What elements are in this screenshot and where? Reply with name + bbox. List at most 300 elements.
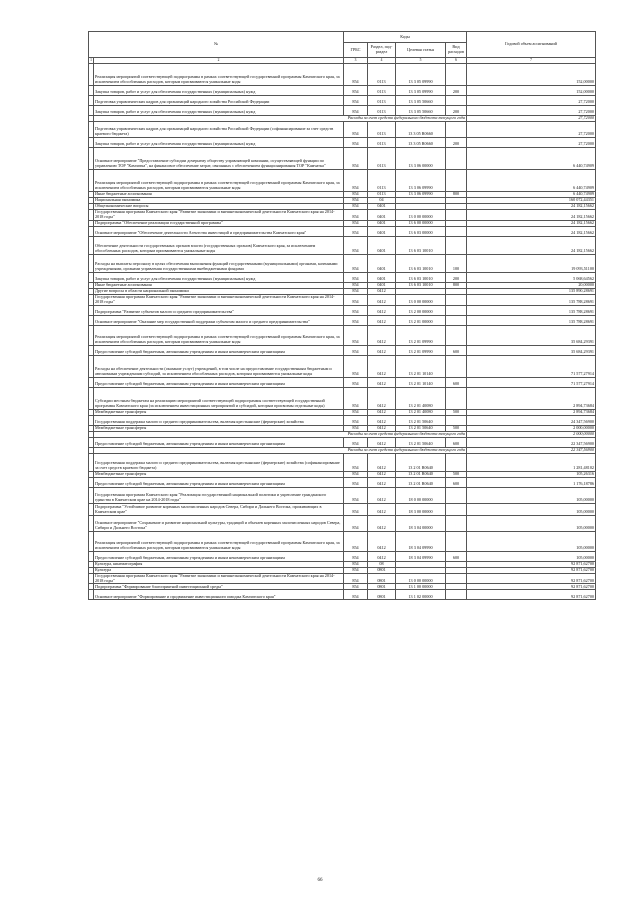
table-row bbox=[89, 590, 596, 600]
item-name: Культура bbox=[94, 567, 344, 573]
target-article-code: 18 3 00 00000 bbox=[396, 503, 446, 515]
item-name: Закупка товаров, работ и услуг для обеспечения государственных (муниципальных) нужд bbox=[94, 106, 344, 116]
razdel-code: 0401 bbox=[368, 210, 396, 221]
grbs-code: 854 bbox=[344, 236, 368, 254]
amount-cell: 27,72000 bbox=[467, 138, 596, 148]
table-row bbox=[89, 387, 596, 409]
razdel-code: 0412 bbox=[368, 487, 396, 503]
razdel-code: 0412 bbox=[368, 437, 396, 447]
target-article-code: 13 2 01 10140 bbox=[396, 377, 446, 387]
amount-cell: 152,00000 bbox=[467, 64, 596, 86]
item-name: Государственная программа Камчатского края "Развитие экономики и внешнеэкономической деятельности Камчатского края на 2014-2018 годы" bbox=[94, 210, 344, 221]
table-row bbox=[89, 96, 596, 106]
expense-type-code bbox=[446, 294, 467, 305]
item-name: Другие вопросы в области национальной экономики bbox=[94, 288, 344, 294]
table-row bbox=[89, 453, 596, 471]
grbs-code: 854 bbox=[344, 220, 368, 226]
table-row bbox=[89, 503, 596, 515]
table-row bbox=[89, 551, 596, 561]
amount-cell: 24 182,15662 bbox=[467, 210, 596, 221]
item-name: Подпрограмма "Устойчивое развитие коренных малочисленных народов Севера, Сибири и Дальнего Востока, проживающих в Камчатском крае" bbox=[94, 503, 344, 515]
expense-type-code: 200 bbox=[446, 138, 467, 148]
item-name: Реализация мероприятий соответствующей подпрограммы в рамках соответствующей государственной программы Камчатского края, за исключением обособленных расходов, которым присваиваются уникальные коды bbox=[94, 531, 344, 551]
razdel-code: 0412 bbox=[368, 288, 396, 294]
item-name: Государственная программа Камчатского края "Развитие экономики и внешнеэкономической деятельности Камчатского края на 2014-2018 годы" bbox=[94, 294, 344, 305]
expense-type-code bbox=[446, 453, 467, 471]
item-name: Подпрограмма "Формирование благоприятной инвестиционной среды" bbox=[94, 584, 344, 590]
table-row bbox=[89, 106, 596, 116]
target-article-code: 13 2 01 00000 bbox=[396, 315, 446, 325]
target-article-code: 13 2 01 50640 bbox=[396, 437, 446, 447]
amount-cell: 152,00000 bbox=[467, 86, 596, 96]
razdel-code: 0113 bbox=[368, 192, 396, 198]
target-article-code: 13 1 00 00000 bbox=[396, 584, 446, 590]
target-article-code: 13 0 00 00000 bbox=[396, 210, 446, 221]
table-row bbox=[89, 236, 596, 254]
target-article-code: 13 3 06 09990 bbox=[396, 170, 446, 192]
razdel-code: 0412 bbox=[368, 503, 396, 515]
target-article-code: 13 2 01 R0640 bbox=[396, 471, 446, 477]
grbs-code: 854 bbox=[344, 409, 368, 415]
target-article-code: 13 6 03 10010 bbox=[396, 236, 446, 254]
header-grbs: ГРБС bbox=[344, 43, 368, 58]
item-name: Государственная поддержка малого и среднего предпринимательства, включая крестьянские (фермерские) хозяйства bbox=[94, 415, 344, 425]
expense-type-code bbox=[446, 387, 467, 409]
amount-cell: 22 347,56900 bbox=[467, 447, 596, 453]
item-name: Межбюджетные трансферты bbox=[94, 409, 344, 415]
amount-cell: 6 440,74909 bbox=[467, 170, 596, 192]
amount-cell: 105,26316 bbox=[467, 471, 596, 477]
target-article-code: 13 2 01 40080 bbox=[396, 387, 446, 409]
target-article-code: 13 3 06 09990 bbox=[396, 192, 446, 198]
expense-type-code: 200 bbox=[446, 106, 467, 116]
amount-cell: 105,00000 bbox=[467, 487, 596, 503]
target-article-code: 13 3 05 R0660 bbox=[396, 122, 446, 138]
note-text: Расходы за счет средств федерального бюджета текущего года bbox=[94, 431, 467, 437]
amount-cell: 92 871,62700 bbox=[467, 561, 596, 567]
grbs-code: 854 bbox=[344, 487, 368, 503]
table-row bbox=[89, 226, 596, 236]
amount-cell: 105,00000 bbox=[467, 515, 596, 531]
expense-type-code bbox=[446, 503, 467, 515]
amount-cell: 2 000,00000 bbox=[467, 431, 596, 437]
item-name: Закупка товаров, работ и услуг для обеспечения государственных (муниципальных) нужд bbox=[94, 86, 344, 96]
column-number: 2 bbox=[94, 58, 344, 64]
target-article-code: 18 3 04 09990 bbox=[396, 531, 446, 551]
item-name: Реализация мероприятий соответствующей подпрограммы в рамках соответствующей государственной программы Камчатского края, за исключением обособленных расходов, которым присваиваются уникальные коды bbox=[94, 170, 344, 192]
grbs-code: 854 bbox=[344, 198, 368, 204]
item-name: Общеэкономические вопросы bbox=[94, 204, 344, 210]
item-name: Реализация мероприятий соответствующей подпрограммы в рамках соответствующей государственной программы Камчатского края, за исключением обособленных расходов, которым присваиваются уникальные коды bbox=[94, 64, 344, 86]
target-article-code: 13 6 03 10010 bbox=[396, 272, 446, 282]
amount-cell: 20,00000 bbox=[467, 282, 596, 288]
grbs-code: 854 bbox=[344, 138, 368, 148]
expense-type-code bbox=[446, 305, 467, 315]
expense-type-code bbox=[446, 315, 467, 325]
razdel-code: 0412 bbox=[368, 425, 396, 431]
item-name: Расходы на выплаты персоналу в целях обеспечения выполнения функций государственными (муниципальными) органами, казенными учреждениями, органами управления государственными внебюджетными фондами bbox=[94, 254, 344, 272]
target-article-code: 13 2 01 R0640 bbox=[396, 477, 446, 487]
item-name: Основное мероприятие "Предоставление субсидии дочернему обществу управляющей компании, осуществляющей функции по управлению ТОР "Камчатка", на финансовое обеспечение затрат, связанных с обеспечением функционирования ТОР "Камчатка" bbox=[94, 148, 344, 170]
razdel-code: 0412 bbox=[368, 345, 396, 355]
grbs-code: 854 bbox=[344, 515, 368, 531]
target-article-code: 13 3 06 00000 bbox=[396, 148, 446, 170]
razdel-code: 0412 bbox=[368, 477, 396, 487]
razdel-code: 0412 bbox=[368, 325, 396, 345]
target-article-code: 13 3 05 09990 bbox=[396, 64, 446, 86]
grbs-code: 854 bbox=[344, 425, 368, 431]
razdel-code: 0412 bbox=[368, 387, 396, 409]
target-article-code: 13 6 00 00000 bbox=[396, 220, 446, 226]
column-number: 3 bbox=[344, 58, 368, 64]
table-row bbox=[89, 355, 596, 377]
grbs-code: 854 bbox=[344, 96, 368, 106]
razdel-code: 0113 bbox=[368, 106, 396, 116]
amount-cell: 2 000,00000 bbox=[467, 425, 596, 431]
amount-cell: 71 577,27914 bbox=[467, 377, 596, 387]
item-name: Национальная экономика bbox=[94, 198, 344, 204]
amount-cell: 135 788,28691 bbox=[467, 305, 596, 315]
item-name: Государственная программа Камчатского края "Реализация государственной национальной политики и укрепление гражданского единства в Камчатском крае на 2014-2018 годы" bbox=[94, 487, 344, 503]
grbs-code: 854 bbox=[344, 584, 368, 590]
item-name: Иные бюджетные ассигнования bbox=[94, 192, 344, 198]
amount-cell: 27,72000 bbox=[467, 122, 596, 138]
amount-cell: 2 894,73684 bbox=[467, 409, 596, 415]
razdel-code: 04 bbox=[368, 198, 396, 204]
expense-type-code bbox=[446, 96, 467, 106]
note-text: Расходы за счет средств федерального бюджета текущего года bbox=[94, 447, 467, 453]
amount-cell: 92 871,62700 bbox=[467, 567, 596, 573]
table-row bbox=[89, 477, 596, 487]
grbs-code: 854 bbox=[344, 590, 368, 600]
grbs-code: 854 bbox=[344, 86, 368, 96]
razdel-code: 0801 bbox=[368, 590, 396, 600]
expense-type-code: 500 bbox=[446, 425, 467, 431]
amount-cell: 105,00000 bbox=[467, 503, 596, 515]
target-article-code: 13 2 01 10140 bbox=[396, 355, 446, 377]
razdel-code: 0801 bbox=[368, 573, 396, 584]
expense-type-code: 800 bbox=[446, 192, 467, 198]
razdel-code: 0401 bbox=[368, 226, 396, 236]
table-row bbox=[89, 573, 596, 584]
amount-cell: 105,00000 bbox=[467, 551, 596, 561]
table-row bbox=[89, 325, 596, 345]
amount-cell: 24 182,15662 bbox=[467, 236, 596, 254]
amount-cell: 71 577,27914 bbox=[467, 355, 596, 377]
grbs-code: 854 bbox=[344, 288, 368, 294]
razdel-code: 0412 bbox=[368, 315, 396, 325]
target-article-code: 13 2 01 40080 bbox=[396, 409, 446, 415]
target-article-code: 13 6 03 10010 bbox=[396, 282, 446, 288]
grbs-code: 854 bbox=[344, 192, 368, 198]
grbs-code: 854 bbox=[344, 305, 368, 315]
target-article-code: 18 0 00 00000 bbox=[396, 487, 446, 503]
grbs-code: 854 bbox=[344, 387, 368, 409]
grbs-code: 854 bbox=[344, 377, 368, 387]
target-article-code: 18 3 04 09990 bbox=[396, 551, 446, 561]
amount-cell: 6 440,74909 bbox=[467, 148, 596, 170]
target-article-code: 13 2 01 R0640 bbox=[396, 453, 446, 471]
item-name: Расходы на обеспечение деятельности (оказание услуг) учреждений, в том числе на предоставление государственным бюджетным и автономным учреждениям субсидий, за исключением обособленных расходов, которым присваиваются уникальные коды bbox=[94, 355, 344, 377]
grbs-code: 854 bbox=[344, 415, 368, 425]
item-name: Обеспечение деятельности государственных органов власти (государственных органов) Камчатского края, за исключением обособленных расходов, которым присваиваются уникальные коды bbox=[94, 236, 344, 254]
expense-type-code: 600 bbox=[446, 345, 467, 355]
expense-type-code bbox=[446, 415, 467, 425]
table-row bbox=[89, 315, 596, 325]
header-codes: Коды bbox=[344, 32, 467, 43]
razdel-code: 0412 bbox=[368, 471, 396, 477]
table-row bbox=[89, 148, 596, 170]
amount-cell: 92 871,62700 bbox=[467, 584, 596, 590]
table-row bbox=[89, 64, 596, 86]
target-article-code: 13 2 00 00000 bbox=[396, 305, 446, 315]
amount-cell: 35 684,29391 bbox=[467, 325, 596, 345]
item-name: Подготовка управленческих кадров для организаций народного хозяйства Российской Федерации (софинансирование за счет средств краевого бюджета) bbox=[94, 122, 344, 138]
grbs-code: 854 bbox=[344, 355, 368, 377]
target-article-code: 13 1 02 00000 bbox=[396, 590, 446, 600]
amount-cell: 6 440,74909 bbox=[467, 192, 596, 198]
target-article-code: 18 3 04 00000 bbox=[396, 515, 446, 531]
item-name: Подготовка управленческих кадров для организаций народного хозяйства Российской Федерации bbox=[94, 96, 344, 106]
table-row bbox=[89, 122, 596, 138]
amount-cell: 135 890,28691 bbox=[467, 288, 596, 294]
target-article-code: 13 3 05 50660 bbox=[396, 96, 446, 106]
grbs-code: 854 bbox=[344, 503, 368, 515]
item-name: Предоставление субсидий бюджетным, автономным учреждениям и иным некоммерческим организациям bbox=[94, 437, 344, 447]
amount-cell: 5 068,64562 bbox=[467, 272, 596, 282]
expense-type-code bbox=[446, 226, 467, 236]
item-name: Основное мероприятие "Формирование и продвижение инвестиционного имиджа Камчатского края" bbox=[94, 590, 344, 600]
amount-cell: 27,72000 bbox=[467, 116, 596, 122]
grbs-code: 854 bbox=[344, 551, 368, 561]
expense-type-code: 800 bbox=[446, 282, 467, 288]
item-name: Предоставление субсидий бюджетным, автономным учреждениям и иным некоммерческим организациям bbox=[94, 377, 344, 387]
note-text: Расходы за счет средств федерального бюджета текущего года bbox=[94, 116, 467, 122]
table-row bbox=[89, 294, 596, 305]
table-row bbox=[89, 531, 596, 551]
target-article-code: 13 2 01 09990 bbox=[396, 325, 446, 345]
grbs-code: 854 bbox=[344, 531, 368, 551]
razdel-code: 0412 bbox=[368, 515, 396, 531]
expense-type-code bbox=[446, 210, 467, 221]
razdel-code: 0412 bbox=[368, 551, 396, 561]
razdel-code: 0412 bbox=[368, 294, 396, 305]
amount-cell: 27,72000 bbox=[467, 106, 596, 116]
item-name: Закупка товаров, работ и услуг для обеспечения государственных (муниципальных) нужд bbox=[94, 138, 344, 148]
item-name: Подпрограмма "Обеспечение реализации государственной программы" bbox=[94, 220, 344, 226]
razdel-code: 0401 bbox=[368, 220, 396, 226]
grbs-code: 854 bbox=[344, 567, 368, 573]
razdel-code: 0412 bbox=[368, 377, 396, 387]
amount-cell: 24 182,15662 bbox=[467, 226, 596, 236]
razdel-code: 0401 bbox=[368, 236, 396, 254]
item-name: Иные бюджетные ассигнования bbox=[94, 282, 344, 288]
amount-cell: 24 182,15662 bbox=[467, 220, 596, 226]
amount-cell: 105,00000 bbox=[467, 531, 596, 551]
expense-type-code: 600 bbox=[446, 477, 467, 487]
target-article-code: 13 2 01 50640 bbox=[396, 415, 446, 425]
column-number: 1 bbox=[90, 58, 92, 63]
table-row bbox=[89, 170, 596, 192]
expense-type-code bbox=[446, 590, 467, 600]
razdel-code: 0113 bbox=[368, 148, 396, 170]
expense-type-code: 100 bbox=[446, 254, 467, 272]
expense-type-code bbox=[446, 64, 467, 86]
amount-cell: 2 894,73684 bbox=[467, 387, 596, 409]
item-name: Предоставление субсидий бюджетным, автономным учреждениям и иным некоммерческим организациям bbox=[94, 345, 344, 355]
table-row bbox=[89, 437, 596, 447]
razdel-code: 0801 bbox=[368, 567, 396, 573]
razdel-code: 0401 bbox=[368, 254, 396, 272]
page-number: 66 bbox=[317, 878, 323, 883]
razdel-code: 0113 bbox=[368, 86, 396, 96]
expense-type-code bbox=[446, 236, 467, 254]
amount-cell: 19 093,51100 bbox=[467, 254, 596, 272]
expense-type-code bbox=[446, 122, 467, 138]
razdel-code: 0401 bbox=[368, 282, 396, 288]
razdel-code: 0412 bbox=[368, 415, 396, 425]
razdel-code: 0113 bbox=[368, 170, 396, 192]
amount-cell: 24 347,56900 bbox=[467, 415, 596, 425]
item-name: Подпрограмма "Развитие субъектов малого и среднего предпринимательства" bbox=[94, 305, 344, 315]
table-row bbox=[89, 138, 596, 148]
razdel-code: 0801 bbox=[368, 584, 396, 590]
item-name: Государственная программа Камчатского края "Развитие экономики и внешнеэкономической деятельности Камчатского края на 2014-2018 годы" bbox=[94, 573, 344, 584]
amount-cell: 22 347,56900 bbox=[467, 437, 596, 447]
amount-cell: 135 788,28691 bbox=[467, 294, 596, 305]
expense-type-code: 500 bbox=[446, 409, 467, 415]
item-name: Межбюджетные трансферты bbox=[94, 425, 344, 431]
grbs-code: 854 bbox=[344, 453, 368, 471]
target-article-code: 13 6 03 00000 bbox=[396, 226, 446, 236]
item-name: Основное мероприятие "Оказание мер государственной поддержки субъектам малого и среднего предпринимательства" bbox=[94, 315, 344, 325]
grbs-code: 854 bbox=[344, 282, 368, 288]
budget-table bbox=[88, 31, 596, 600]
item-name: Предоставление субсидий бюджетным, автономным учреждениям и иным некоммерческим организациям bbox=[94, 551, 344, 561]
grbs-code: 854 bbox=[344, 325, 368, 345]
table-row bbox=[89, 415, 596, 425]
grbs-code: 854 bbox=[344, 254, 368, 272]
amount-cell: 1 281,48102 bbox=[467, 453, 596, 471]
amount-cell: 1 176,18786 bbox=[467, 477, 596, 487]
item-name: Реализация мероприятий соответствующей подпрограммы в рамках соответствующей государственной программы Камчатского края, за исключением обособленных расходов, которым присваиваются уникальные коды bbox=[94, 325, 344, 345]
table-row bbox=[89, 345, 596, 355]
header-amount: Годовой объем ассигнований bbox=[467, 32, 596, 58]
razdel-code: 0401 bbox=[368, 272, 396, 282]
item-name: Закупка товаров, работ и услуг для обеспечения государственных (муниципальных) нужд bbox=[94, 272, 344, 282]
column-number: 5 bbox=[396, 58, 446, 64]
header-vid: Вид расходов bbox=[446, 43, 467, 58]
table-row bbox=[89, 272, 596, 282]
grbs-code: 854 bbox=[344, 272, 368, 282]
target-article-code: 13 0 00 00000 bbox=[396, 573, 446, 584]
grbs-code: 854 bbox=[344, 573, 368, 584]
target-article-code: 13 3 05 50660 bbox=[396, 106, 446, 116]
target-article-code: 13 6 03 10010 bbox=[396, 254, 446, 272]
grbs-code: 854 bbox=[344, 204, 368, 210]
razdel-code: 08 bbox=[368, 561, 396, 567]
header-razdel: Раздел, под-раздел bbox=[368, 43, 396, 58]
item-name: Субсидии местным бюджетам на реализацию мероприятий соответствующей подпрограммы соответствующей государственной программы Камчатского края (за исключением инвестиционных мероприятий и субсидий, которым присвоены отдельные коды) bbox=[94, 387, 344, 409]
grbs-code: 854 bbox=[344, 471, 368, 477]
grbs-code: 854 bbox=[344, 315, 368, 325]
razdel-code: 0412 bbox=[368, 409, 396, 415]
grbs-code: 854 bbox=[344, 561, 368, 567]
table-row bbox=[89, 86, 596, 96]
grbs-code: 854 bbox=[344, 170, 368, 192]
item-name: Государственная поддержка малого и среднего предпринимательства, включая крестьянские (фермерские) хозяйства (софинансирование за счет средств краевого бюджета) bbox=[94, 453, 344, 471]
razdel-code: 0113 bbox=[368, 138, 396, 148]
expense-type-code bbox=[446, 148, 467, 170]
target-article-code: 13 2 01 50640 bbox=[396, 425, 446, 431]
razdel-code: 0412 bbox=[368, 531, 396, 551]
expense-type-code bbox=[446, 531, 467, 551]
header-csr: Целевая статья bbox=[396, 43, 446, 58]
expense-type-code bbox=[446, 355, 467, 377]
amount-cell: 160 072,44351 bbox=[467, 198, 596, 204]
expense-type-code bbox=[446, 573, 467, 584]
amount-cell: 92 871,62700 bbox=[467, 573, 596, 584]
amount-cell: 24 182,15662 bbox=[467, 204, 596, 210]
razdel-code: 0401 bbox=[368, 204, 396, 210]
table-row bbox=[89, 515, 596, 531]
table-row bbox=[89, 254, 596, 272]
table-row bbox=[89, 210, 596, 221]
item-name: Межбюджетные трансферты bbox=[94, 471, 344, 477]
razdel-code: 0412 bbox=[368, 453, 396, 471]
grbs-code: 854 bbox=[344, 477, 368, 487]
amount-cell: 35 684,29391 bbox=[467, 345, 596, 355]
expense-type-code: 500 bbox=[446, 471, 467, 477]
grbs-code: 854 bbox=[344, 345, 368, 355]
amount-cell: 27,72000 bbox=[467, 96, 596, 106]
grbs-code: 854 bbox=[344, 210, 368, 221]
expense-type-code: 600 bbox=[446, 551, 467, 561]
grbs-code: 854 bbox=[344, 148, 368, 170]
grbs-code: 854 bbox=[344, 106, 368, 116]
amount-cell: 92 871,62700 bbox=[467, 590, 596, 600]
expense-type-code: 200 bbox=[446, 86, 467, 96]
table-row bbox=[89, 487, 596, 503]
column-number: 7 bbox=[467, 58, 596, 64]
razdel-code: 0113 bbox=[368, 96, 396, 106]
expense-type-code bbox=[446, 487, 467, 503]
item-name: Основное мероприятие "Обеспечение деятельности Агентства инвестиций и предпринимательства Камчатского края" bbox=[94, 226, 344, 236]
amount-cell: 135 788,28691 bbox=[467, 315, 596, 325]
grbs-code: 854 bbox=[344, 437, 368, 447]
target-article-code: 13 3 05 09990 bbox=[396, 86, 446, 96]
expense-type-code bbox=[446, 325, 467, 345]
column-number: 6 bbox=[446, 58, 467, 64]
table-row bbox=[89, 305, 596, 315]
razdel-code: 0412 bbox=[368, 305, 396, 315]
column-number: 4 bbox=[368, 58, 396, 64]
grbs-code: 854 bbox=[344, 226, 368, 236]
expense-type-code: 200 bbox=[446, 272, 467, 282]
table-body bbox=[89, 64, 596, 600]
table-row bbox=[89, 377, 596, 387]
razdel-code: 0113 bbox=[368, 122, 396, 138]
grbs-code: 854 bbox=[344, 64, 368, 86]
expense-type-code bbox=[446, 515, 467, 531]
expense-type-code: 600 bbox=[446, 377, 467, 387]
grbs-code: 854 bbox=[344, 294, 368, 305]
header-number: № bbox=[89, 32, 344, 58]
target-article-code: 13 2 01 09990 bbox=[396, 345, 446, 355]
razdel-code: 0113 bbox=[368, 64, 396, 86]
target-article-code: 13 0 00 00000 bbox=[396, 294, 446, 305]
item-name: Культура, кинематография bbox=[94, 561, 344, 567]
